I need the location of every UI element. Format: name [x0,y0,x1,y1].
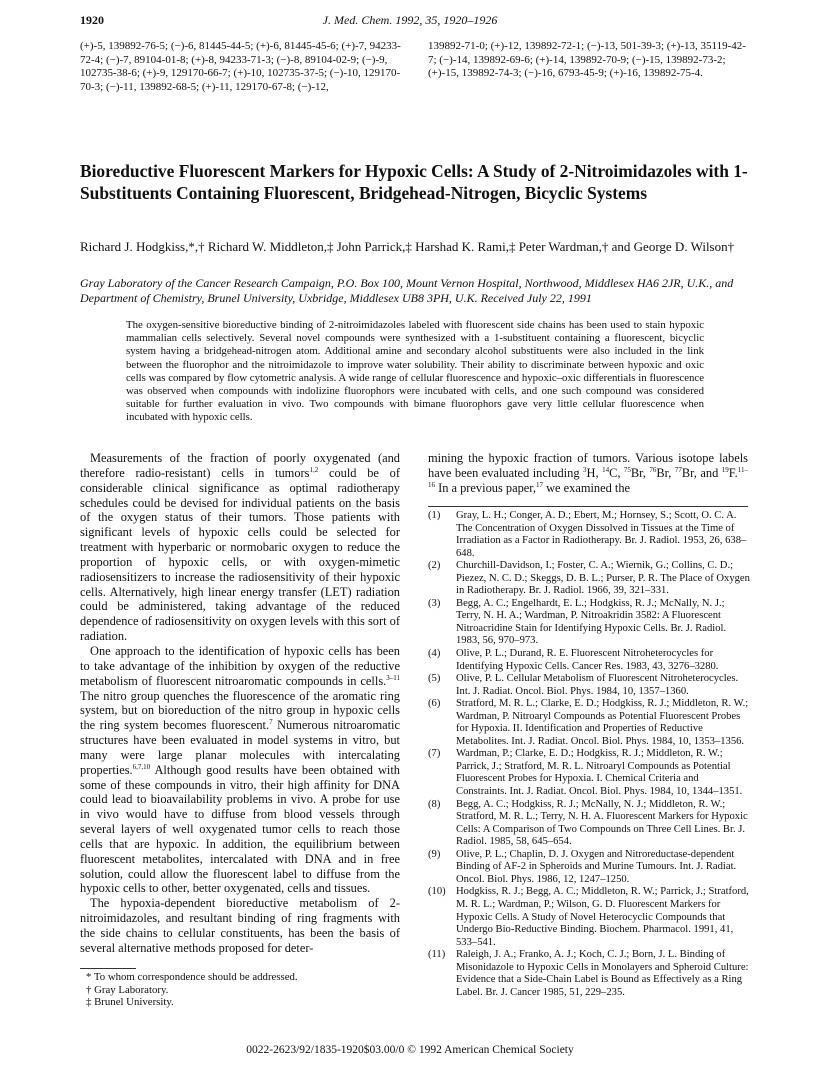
reference-number: (1) [428,510,441,521]
footnotes [86,971,386,1009]
references-divider [428,506,748,507]
affiliation: Gray Laboratory of the Cancer Research Campaign, P.O. Box 100, Mount Vernon Hospital, Northwood, Middlesex HA6 2JR, U.K., and Department of Chemistry, Brunel University, Uxbridge, Middlesex UB8 3PH, U.K. Received July 22, 1991 [80,276,734,305]
reference-text: Gray, L. H.; Conger, A. D.; Ebert, M.; Hornsey, S.; Scott, O. C. A. The Concentration of Oxygen Dissolved in Tissues at the Time of Irradiation as a Factor in Radiotherapy. Br. J. Radiol. 1953, 26, 638–648. [456,510,747,559]
reference-text: Olive, P. L.; Durand, R. E. Fluorescent Nitroheterocycles for Identifying Hypoxic Cells. Cancer Res. 1983, 43, 3276–3280. [456,648,719,672]
reference-text: Churchill-Davidson, I.; Foster, C. A.; Wiernik, G.; Collins, C. D.; Piezez, N. C. D.; Skeggs, D. B. L.; Purser, P. R. The Place of Oxygen in Radiotherapy. Br. J. Radiol. 1966, 39, 321–331. [456,560,750,597]
reference-number: (2) [428,560,441,572]
reference-item [428,849,750,887]
reference-number: (10) [428,886,446,898]
abstract: The oxygen-sensitive bioreductive binding of 2-nitroimidazoles labeled with fluorescent side chains has been used to stain hypoxic mammalian cells selectively. Several novel compounds were synthesized with a 1-substituent containing a fluorescent, bicyclic system having a bridgehead-nitrogen atom. Additional amine and secondary alcohol substituents were also included in the link between the fluorophor and the nitroimidazole to improve water solubility. Their ability to discriminate between hypoxic and oxic cells was compared by flow cytometric analysis. A wide range of cellular fluorescence and hypoxic–oxic differentials in fluorescence was observed when compounds with indolizine fluorophors were incubated with cells, and one such compound was considered suitable for further evaluation in vivo. Two compounds with bimane fluorophors gave very little cellular fluorescence when incubated with hypoxic cells. [126,319,704,424]
copyright-footer: 0022-2623/92/1835-1920$03.00/0 © 1992 American Chemical Society [246,1044,574,1056]
footnote: † Gray Laboratory. [86,983,169,996]
cas-registry-right: 139892-71-0; (+)-12, 139892-72-1; (−)-13, 501-39-3; (+)-13, 35119-42-7; (−)-14, 139892-69-6; (+)-14, 139892-70-9; (−)-15, 139892-73-2; (+)-15, 139892-74-3; (−)-16, 6793-45-9; (+)-16, 139892-75-4. [428,40,746,79]
reference-item [428,949,750,999]
reference-item [428,598,750,648]
reference-text: Olive, P. L. Cellular Metabolism of Fluorescent Nitroheterocycles. Int. J. Radiat. Oncol. Biol. Phys. 1984, 10, 1357–1360. [456,673,739,697]
reference-number: (4) [428,648,441,660]
footnote: * To whom correspondence should be addressed. [86,971,298,983]
author-list: Richard J. Hodgkiss,*,† Richard W. Middleton,‡ John Parrick,‡ Harshad K. Rami,‡ Peter Wardman,† and George D. Wilson† [80,239,735,254]
paragraph: Measurements of the fraction of poorly oxygenated (and therefore radio-resistant) cells in tumors$^{1,2}$ could be of considerable clinical significance as optimal radiotherapy schedules could be devised for individual patients on the basis of the oxygen status of their tumors. Those patients with significant levels of hypoxic cells could be selected for treatment with hyperbaric or normobaric oxygen to reduce the proportion of hypoxic cells, or with oxygen-mimetic radiosensitizers to increase the radiosensitivity of their hypoxic cells. Alternatively, high linear energy transfer (LET) radiation could be administered, taking advantage of the reduced dependence of radiosensitivity on oxygen levels with this sort of radiation. [80,451,400,644]
reference-number: (6) [428,698,441,710]
reference-item [428,748,750,798]
reference-number: (3) [428,597,441,609]
paragraph: The hypoxia-dependent bioreductive metabolism of 2-nitroimidazoles, and resultant binding of ring fragments with the side chains to cellular constituents, has been the basis of several alternative methods proposed for deter- [80,896,400,955]
reference-text: Raleigh, J. A.; Franko, A. J.; Koch, C. J.; Born, J. L. Binding of Misonidazole to Hypoxic Cells in Monolayers and Spheroid Culture: Evidence that a Side-Chain Label is Bound as Effectively as a Ring Label. Br. J. Cancer 1985, 51, 229–235. [456,949,749,998]
reference-item [428,673,750,698]
body-column-left [80,451,400,956]
reference-number: (11) [428,949,446,961]
reference-list [428,510,750,999]
reference-text: Hodgkiss, R. J.; Begg, A. C.; Middleton, R. W.; Parrick, J.; Stratford, M. R. L.; Wardman, P.; Wilson, G. D. Fluorescent Markers for Hypoxic Cells. A Study of Novel Heterocyclic Compounds that Undergo Bio-Reductive Binding. Biochem. Pharmacol. 1991, 41, 533–541. [456,886,749,948]
page-number: 1920 [80,13,104,27]
reference-item [428,560,750,598]
body-column-right [428,451,748,496]
footnote: ‡ Brunel University. [86,996,174,1009]
reference-text: Wardman, P.; Clarke, E. D.; Hodgkiss, R. J.; Middleton, R. W.; Parrick, J.; Stratford, M. R. L. Nitroaryl Compounds as Potential Fluorescent Probes for Hypoxia. I. Chemical Criteria and Constraints. Int. J. Radiat. Oncol. Biol. Phys. 1984, 10, 1344–1351. [456,748,743,798]
reference-item [428,510,750,560]
reference-text: Olive, P. L.; Chaplin, D. J. Oxygen and Nitroreductase-dependent Binding of AF-2 in Spheroids and Murine Tumours. Int. J. Radiat. Oncol. Biol. Phys. 1986, 12, 1247–1250. [456,848,737,885]
reference-item [428,799,750,849]
article-title: Bioreductive Fluorescent Markers for Hypoxic Cells: A Study of 2-Nitroimidazoles with 1-Substituents Containing Fluorescent, Bridgehead-Nitrogen, Bicyclic Systems [80,161,748,203]
reference-number: (7) [428,748,441,760]
reference-text: Begg, A. C.; Engelhardt, E. L.; Hodgkiss, R. J.; McNally, N. J.; Terry, N. H. A.; Wardman, P. Nitroakridin 3582: A Fluorescent Nitroacridine Stain for Identifying Hypoxic Cells. Br. J. Radiol. 1983, 56, 970–973. [456,597,727,647]
paragraph: mining the hypoxic fraction of tumors. Various isotope labels have been evaluated including $^3$H, $^{14}$C, $^{75}$Br, $^{76}$Br, $^{77}$Br, and $^{19}$F.$^{11-16}$ In a previous paper,$^{17}$ we examined the [428,451,748,495]
reference-text: Stratford, M. R. L.; Clarke, E. D.; Hodgkiss, R. J.; Middleton, R. W.; Wardman, P. Nitroaryl Compounds as Potential Fluorescent Probes for Hypoxia. II. Identification and Properties of Reductive Metabolites. Int. J. Radiat. Oncol. Biol. Phys. 1984, 10, 1353–1356. [456,698,749,747]
reference-number: (9) [428,848,441,860]
reference-number: (5) [428,673,441,685]
reference-item [428,886,750,949]
cas-registry-left: (+)-5, 139892-76-5; (−)-6, 81445-44-5; (+)-6, 81445-45-6; (+)-7, 94233-72-4; (−)-7, 89104-01-8; (+)-8, 94233-71-3; (−)-8, 89104-02-9; (−)-9, 102735-38-6; (+)-9, 129170-66-7; (+)-10, 102735-37-5; (−)-10, 129170-70-3; (−)-11, 139892-68-5; (+)-11, 129170-67-8; (−)-12, [80,40,401,93]
footnote-divider [80,968,136,969]
reference-number: (8) [428,798,441,810]
reference-item [428,648,750,673]
reference-item [428,698,750,748]
paragraph: One approach to the identification of hypoxic cells has been to take advantage of the inhibition by oxygen of the reductive metabolism of fluorescent nitroaromatic compounds in cells.$^{3-11}$ The nitro group quenches the fluorescence of the aromatic ring system, but on bioreduction of the nitro group in hypoxic cells the ring system becomes fluorescent.$^7$ Numerous nitroaromatic structures have been evaluated in model systems in vitro, but many were large planar molecules with intercalating properties.$^{6,7,10}$ Although good results have been obtained with some of these compounds in vitro, their high affinity for DNA could lead to bioavailability problems in vivo. A probe for use in vivo would have to diffuse from blood vessels through several layers of well oxygenated tumor cells to reach those cells that are hypoxic. In addition, the equilibrium between fluorescent metabolites, intercalated with DNA and in free solution, could allow the fluorescent label to diffuse from the hypoxic cells to other, better oxygenated, cells and tissues. [80,643,400,896]
journal-header: J. Med. Chem. 1992, 35, 1920–1926 [322,13,498,27]
reference-text: Begg, A. C.; Hodgkiss, R. J.; McNally, N. J.; Middleton, R. W.; Stratford, M. R. L.; Terry, N. H. A. Fluorescent Markers for Hypoxic Cells: A Comparison of Two Compounds on Three Cell Lines. Br. J. Radiol. 1985, 58, 645–654. [456,798,748,848]
